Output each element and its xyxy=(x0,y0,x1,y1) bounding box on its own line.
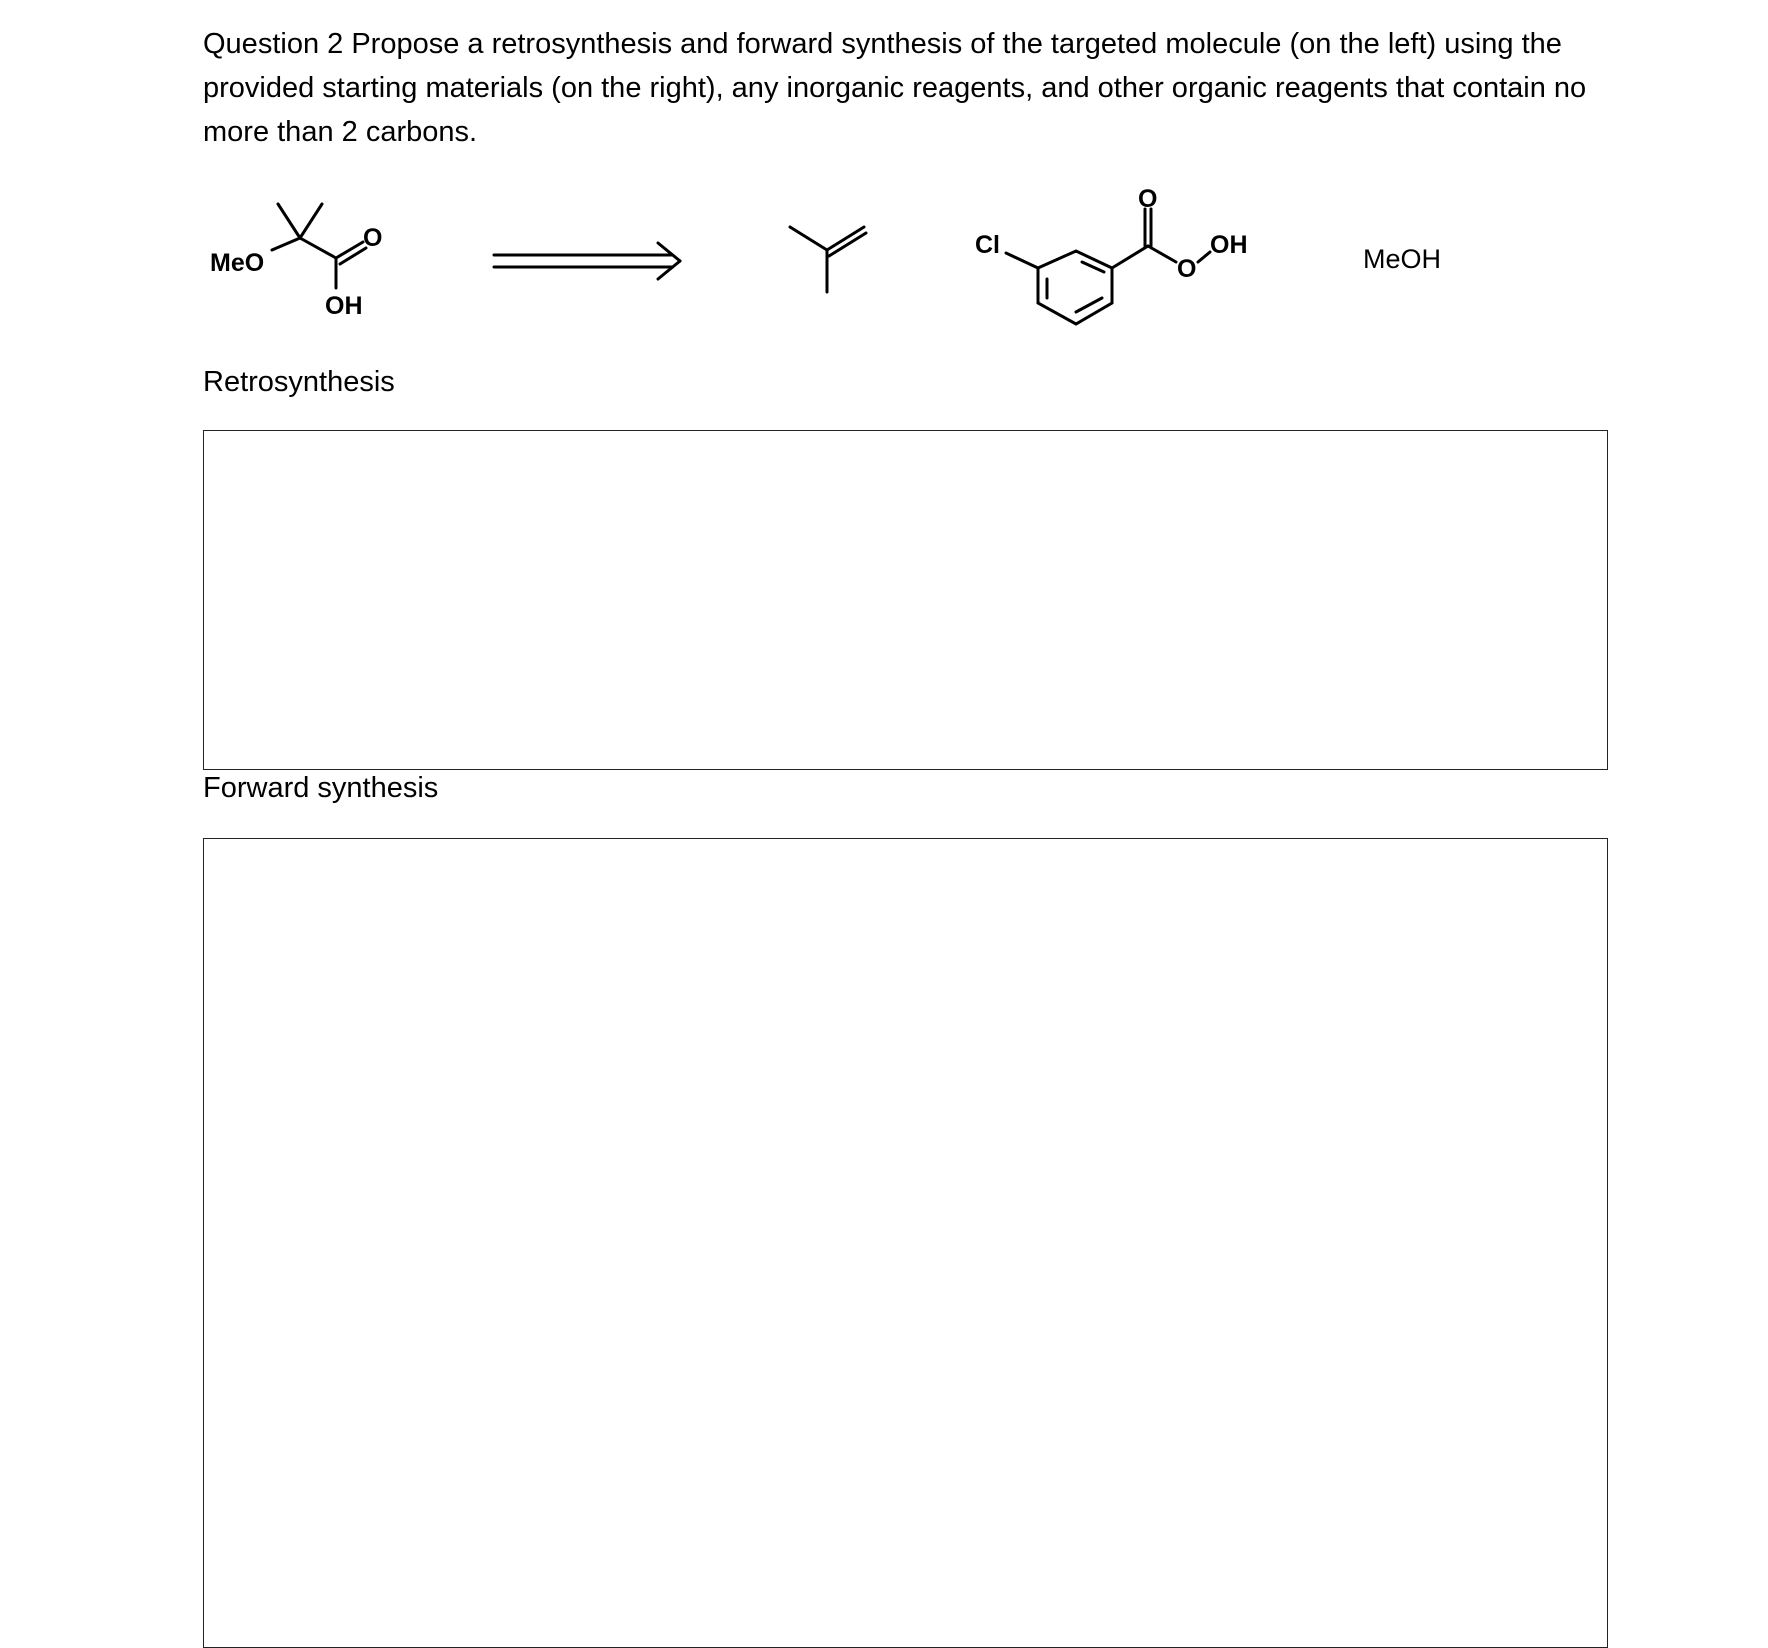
question-text: Question 2 Propose a retrosynthesis and forward synthesis of the targeted molecule (on the left) using the provided starting materials (on the right), any inorganic reagents, and other organic reagents that contain no more than 2 carbons. xyxy=(203,28,1587,148)
ester-oh-label: OH xyxy=(1210,231,1248,259)
reaction-scheme xyxy=(0,170,1768,340)
retrosynthesis-answer-box[interactable] xyxy=(203,430,1608,770)
target-carbonyl-o-label: O xyxy=(363,224,383,252)
isobutylene xyxy=(790,227,866,292)
cl-label: Cl xyxy=(975,231,1000,259)
retrosynthesis-heading: Retrosynthesis xyxy=(203,366,395,398)
target-molecule xyxy=(272,204,366,288)
forward-synthesis-heading: Forward synthesis xyxy=(203,772,439,804)
retrosynthesis-arrow xyxy=(494,243,680,279)
meo-label: MeO xyxy=(210,249,265,277)
ester-carbonyl-o-label: O xyxy=(1138,185,1158,213)
ester-o-label: O xyxy=(1177,255,1197,283)
methanol-label: MeOH xyxy=(1363,244,1442,274)
target-oh-label: OH xyxy=(325,292,363,320)
forward-synthesis-answer-box[interactable] xyxy=(203,838,1608,1648)
